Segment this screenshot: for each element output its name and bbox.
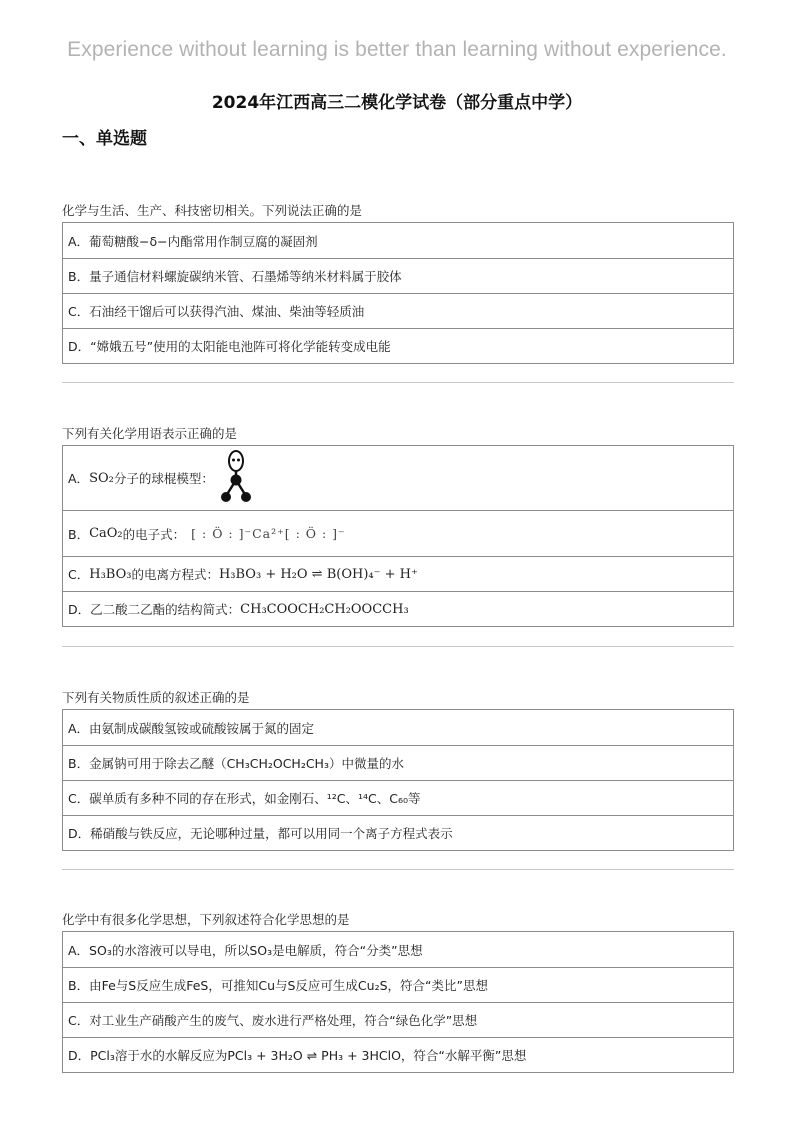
formula: SO₂ (89, 470, 114, 486)
option-c[interactable]: C．碳单质有多种不同的存在形式，如金刚石、¹²C、¹⁴C、C₆₀等 (63, 780, 733, 815)
options-table (62, 445, 734, 627)
option-letter: B． (68, 526, 90, 542)
option-text: 的电离方程式： (131, 567, 219, 582)
options-table (62, 709, 734, 851)
option-text: 的电子式： (122, 526, 186, 542)
option-d[interactable]: D．PCl₃溶于水的水解反应为PCl₃ + 3H₂O ⇌ PH₃ + 3HClO，符合“水解平衡”思想 (63, 1037, 733, 1072)
option-b[interactable] (63, 510, 733, 556)
option-c[interactable]: C．对工业生产硝酸产生的废气、废水进行严格处理，符合“绿色化学”思想 (63, 1002, 733, 1037)
option-letter: A． (68, 471, 90, 486)
question-stem: 化学与生活、生产、科技密切相关。下列说法正确的是 (62, 203, 363, 218)
electron-formula: [ : Ö : ]⁻Ca²⁺[ : Ö : ]⁻ (191, 526, 346, 541)
question-4 (62, 909, 734, 1073)
option-letter: C． (68, 567, 90, 582)
question-2 (62, 423, 734, 627)
formula: CH₃COOCH₂CH₂OOCCH₃ (240, 601, 409, 617)
options-table (62, 931, 734, 1073)
option-text: 乙二酸二乙酯的结构简式： (90, 602, 241, 617)
section-title: 一、单选题 (62, 129, 147, 149)
question-stem: 下列有关物质性质的叙述正确的是 (62, 690, 250, 705)
divider (62, 869, 734, 870)
question-3 (62, 687, 734, 851)
formula: CaO₂ (89, 526, 123, 541)
page-title: 2024年江西高三二模化学试卷（部分重点中学） (211, 93, 583, 113)
motto-banner: Experience without learning is better than learning without experience. (67, 38, 727, 61)
divider (62, 646, 734, 647)
options-table (62, 222, 734, 364)
option-b[interactable]: B．由Fe与S反应生成FeS，可推知Cu与S反应可生成Cu₂S，符合“类比”思想 (63, 967, 733, 1002)
option-a[interactable]: A．葡萄糖酸−δ−内酯常用作制豆腐的凝固剂 (68, 233, 318, 249)
option-b[interactable]: B．金属钠可用于除去乙醚（CH₃CH₂OCH₂CH₃）中微量的水 (63, 745, 733, 780)
option-c[interactable]: C．石油经干馏后可以获得汽油、煤油、柴油等轻质油 (63, 293, 733, 328)
ionization-equation: H₃BO₃ + H₂O ⇌ B(OH)₄⁻ + H⁺ (218, 566, 418, 582)
option-c[interactable] (63, 556, 733, 591)
option-b[interactable]: B．量子通信材料螺旋碳纳米管、石墨烯等纳米材料属于胶体 (63, 258, 733, 293)
option-a[interactable] (63, 446, 733, 510)
option-letter: D． (68, 602, 91, 617)
question-stem: 下列有关化学用语表示正确的是 (62, 426, 238, 441)
option-text: 分子的球棍模型： (113, 471, 214, 486)
question-stem: 化学中有很多化学思想，下列叙述符合化学思想的是 (62, 912, 350, 927)
option-d[interactable]: D．“嫦娥五号”使用的太阳能电池阵可将化学能转变成电能 (63, 328, 733, 363)
option-d[interactable]: D．稀硝酸与铁反应，无论哪种过量，都可以用同一个离子方程式表示 (63, 815, 733, 850)
divider (62, 382, 734, 383)
formula: H₃BO₃ (89, 566, 132, 582)
option-a[interactable]: A．SO₃的水溶液可以导电，所以SO₃是电解质，符合“分类”思想 (68, 942, 423, 958)
ball-stick-model-image (218, 448, 258, 508)
option-d[interactable] (63, 591, 733, 626)
option-a[interactable]: A．由氨制成碳酸氢铵或硫酸铵属于氮的固定 (68, 720, 315, 736)
question-1 (62, 200, 734, 364)
